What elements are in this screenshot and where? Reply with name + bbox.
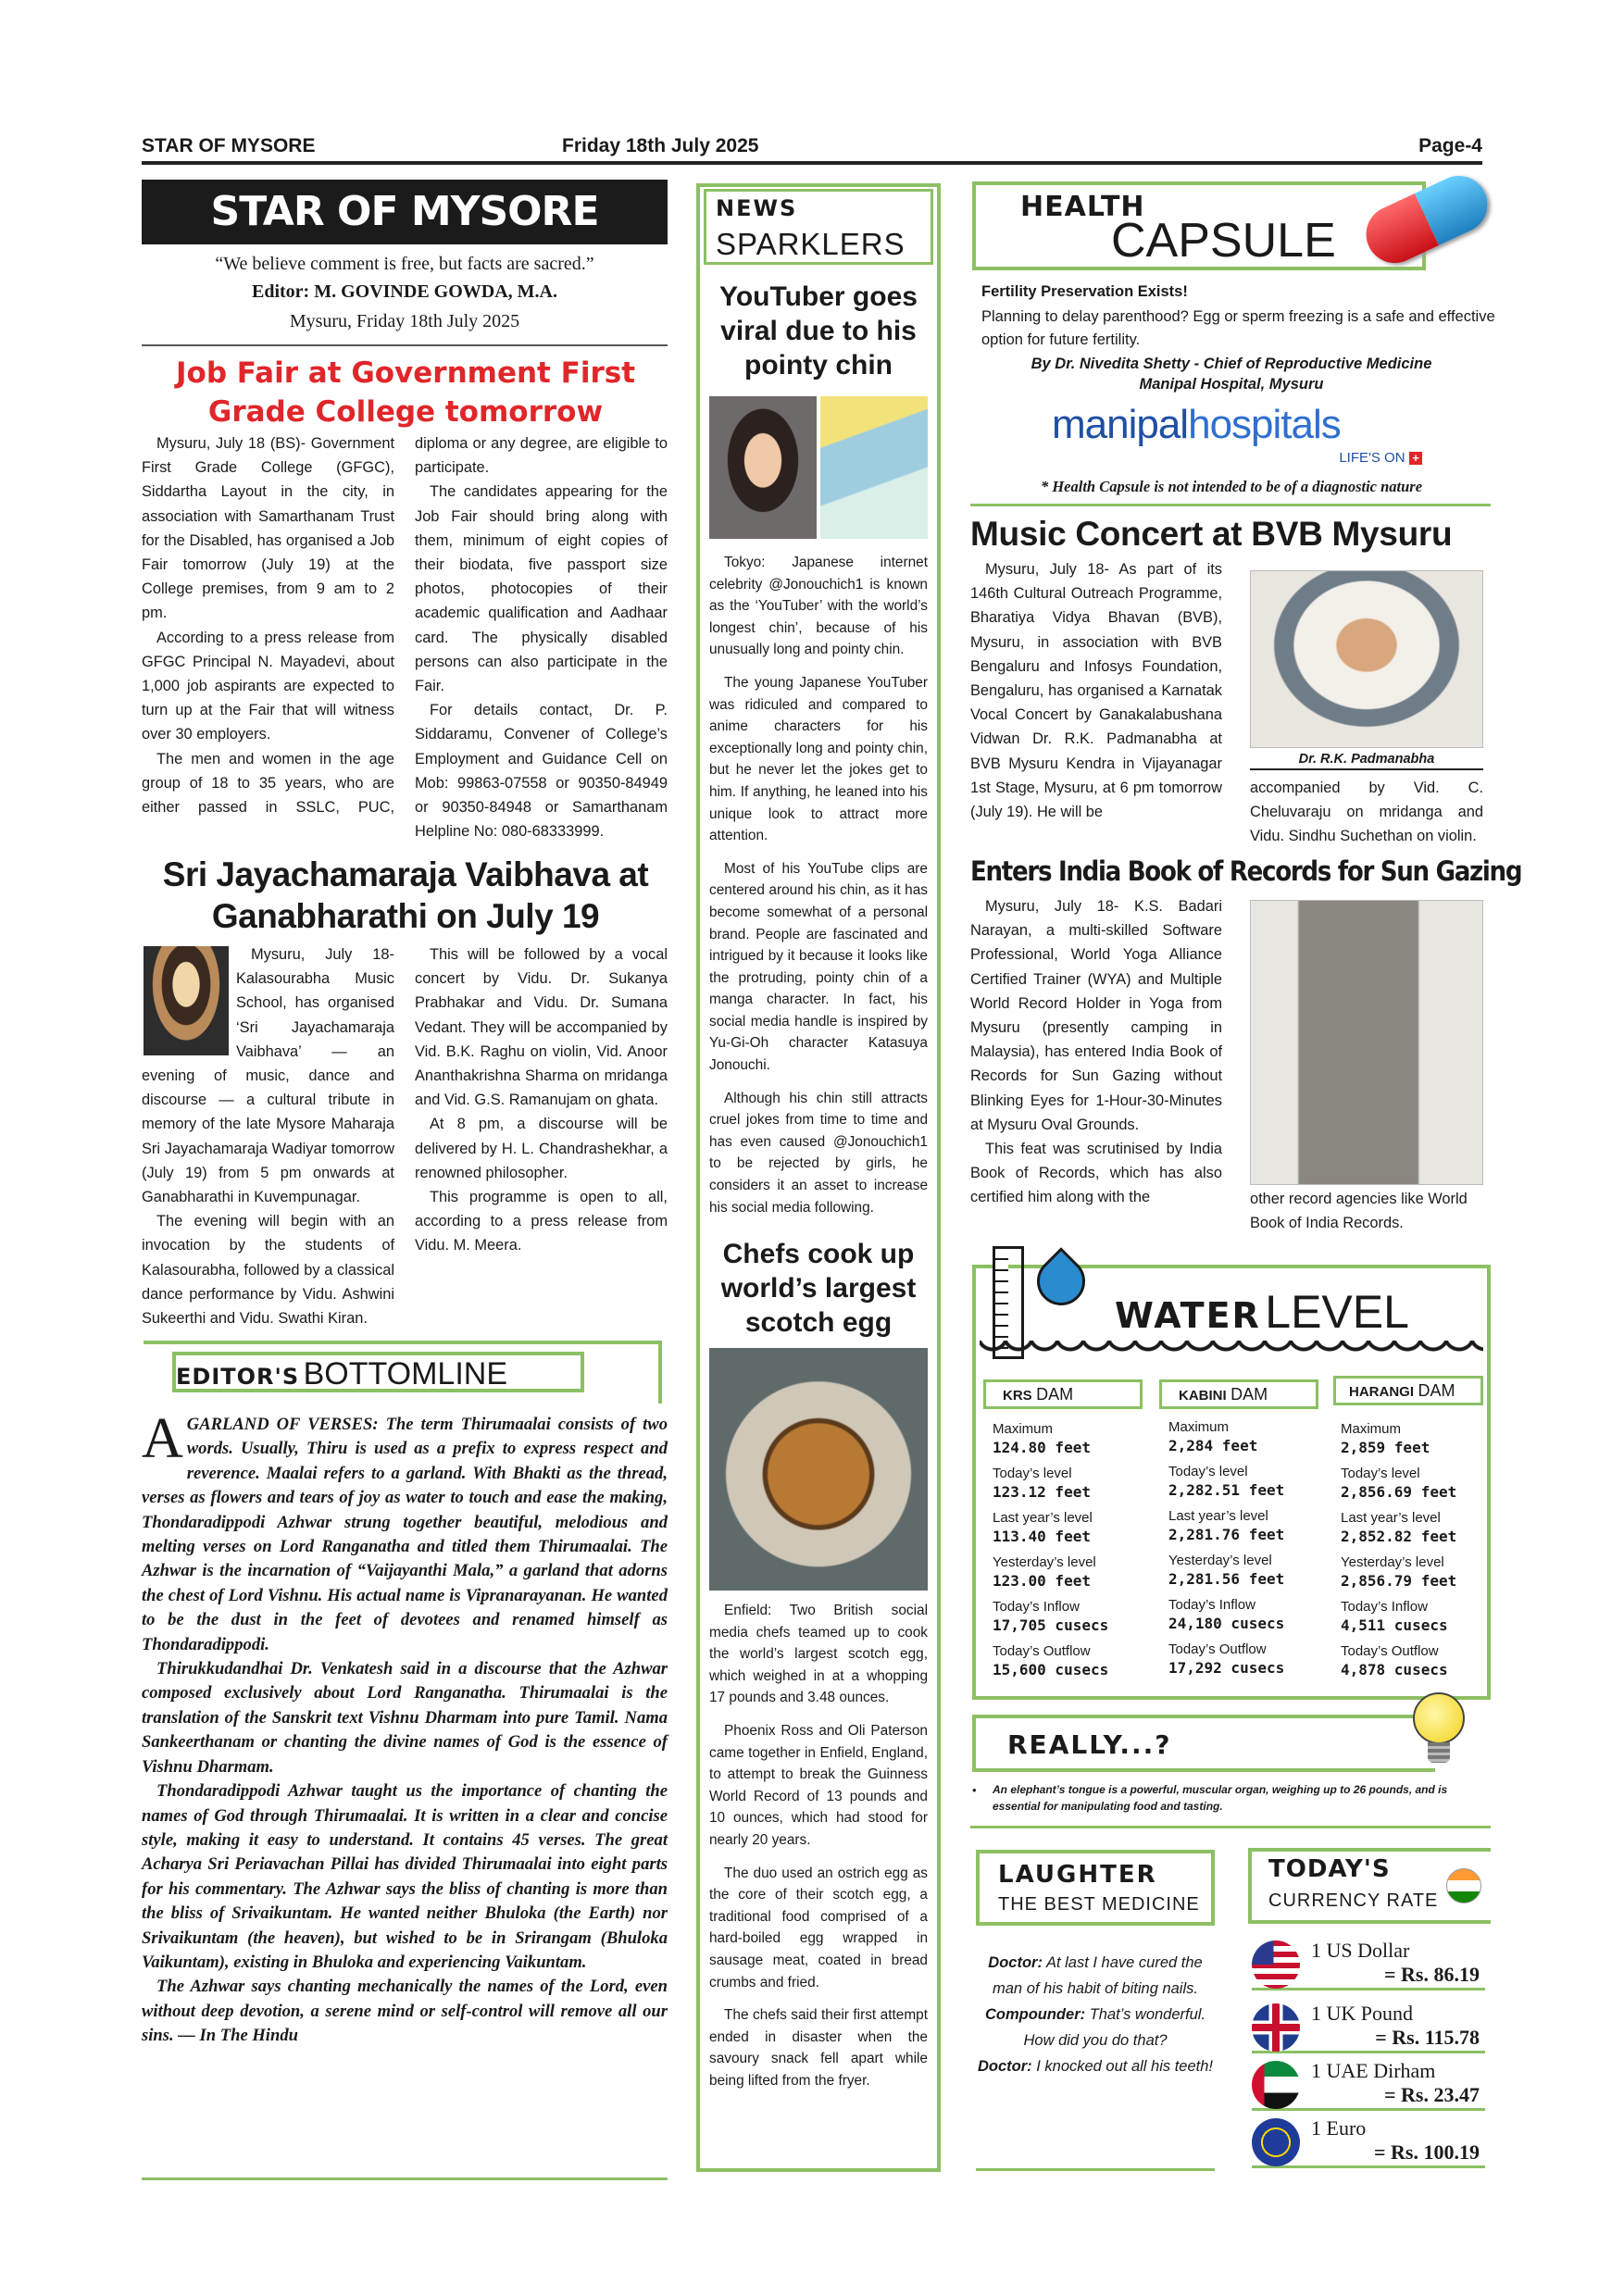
dam-row-value: 4,511 cusecs [1341, 1616, 1448, 1634]
scotch-egg-para: Phoenix Ross and Oli Paterson came together in Enfield, England, to attempt to break the Guinness World Record of 13 pounds and 10 ounces, which had stood for nearly 20 years. [709, 1722, 928, 1848]
dam-name: KABINI [1179, 1388, 1227, 1404]
dam-row-label: Maximum [993, 1421, 1054, 1437]
dam-row-value: 4,878 cusecs [1341, 1661, 1448, 1678]
dam-row-value: 24,180 cusecs [1168, 1615, 1285, 1632]
masthead-motto: “We believe comment is free, but facts are sacred.” [215, 254, 594, 274]
editors-article [142, 1407, 668, 2049]
currency-rate: = Rs. 100.19 [1374, 2140, 1480, 2164]
vaibhava-headline: Sri Jayachamaraja Vaibhava at Ganabharathi on July 19 [162, 855, 649, 935]
scotch-egg-para: The duo used an ostrich egg as the core of their scotch egg, a traditional food comprised of a hard-boiled egg wrapped in sausage meat, coated in bread crumbs and fried. [709, 1865, 928, 1990]
really-text: An elephant’s tongue is a powerful, muscular organ, weighing up to 26 pounds, and is essential for manipulating food and tasting. [993, 1783, 1448, 1813]
currency-rate: = Rs. 23.47 [1384, 2083, 1480, 2106]
dam-row-value: 123.00 feet [993, 1572, 1091, 1590]
sun-gazing-article [970, 894, 1222, 1210]
sun-text-1b: This feat was scrutinised by India Book of Records, which has also certified him along with the [970, 1141, 1222, 1206]
scotch-egg-para: The chefs said their first attempt ended in disaster when the savoury snack fell apart while being lifted from the fryer. [709, 2007, 928, 2089]
music-text-1: Mysuru, July 18- As part of its 146th Cultural Outreach Programme, Bharatiya Vidya Bhavan (BVB), Mysuru, in association with BVB Bengaluru and Infosys Foundation, Bengaluru, has organised a Karnatak Vocal Concert by Ganakalabushana Vidwan Dr. R.K. Padmanabha at BVB Mysuru Kendra in Vijayanagar 1st Stage, Mysuru, at 6 pm tomorrow (July 19). He will be [970, 561, 1222, 821]
dam-row-label: Today’s Inflow [1168, 1597, 1255, 1613]
job-fair-para: Mysuru, July 18 (BS)- Government First Grade College (GFGC), Siddartha Layout in the city, in association with Samarthanam Trust for the Disabled, has organised a Job Fair tomorrow (July 19) at the College premises, from 9 am to 2 pm. [142, 435, 394, 622]
dam-word: DAM [1230, 1385, 1268, 1404]
currency-label-bold: TODAY'S [1268, 1855, 1391, 1883]
music-article [970, 557, 1222, 824]
youtuber-photo-left [709, 396, 817, 539]
sun-text-1: Mysuru, July 18- K.S. Badari Narayan, a multi-skilled Software Professional, World Yoga Alliance Certified Trainer (WYA) and Multiple World Record Holder in Yoga from Mysuru (presently camping in Malaysia), has entered India Book of Records for Sun Gazing without Blinking Eyes for 1-Hour-30-Minutes at Mysuru Oval Grounds. [970, 898, 1222, 1133]
editors-para: Thondaradippodi Azhwar taught us the importance of chanting the names of God through Thirumaalai. It is written in a clear and concise style, making it easy to understand. It contains 45 verses. The great Acharya Sri Periavachan Pillai has divided Thirumaalai into eight parts for his commentary. The Azhwar says the bliss of chanting is more than the bliss of Srivaikuntam. He wanted neither Bhuloka (the Earth) nor Srivaikuntam (the heaven), but wished to be in Srirangam (Bhuloka Vaikuntam), existing in Bhuloka and experiencing Vaikuntam. [142, 1781, 668, 1972]
dam-row-label: Today’s Outflow [993, 1643, 1091, 1659]
dam-row-label: Maximum [1341, 1421, 1402, 1437]
music-photo-caption: Dr. R.K. Padmanabha [1250, 748, 1483, 770]
sun-gazing-photo [1250, 900, 1483, 1185]
job-fair-headline: Job Fair at Government First Grade College tomorrow [175, 356, 636, 429]
dam-row-value: 2,281.76 feet [1168, 1526, 1285, 1543]
india-flag-icon [1446, 1868, 1481, 1903]
dam-row-label: Last year’s level [1341, 1510, 1441, 1526]
news-label-light: SPARKLERS [716, 227, 906, 261]
dam-word: DAM [1036, 1385, 1074, 1404]
dam-row-value: 2,859 feet [1341, 1439, 1430, 1456]
water-label [1115, 1285, 1409, 1339]
manipal-plus-icon: + [1409, 452, 1422, 465]
uk-flag-icon [1252, 2003, 1300, 2052]
sun-text-2: other record agencies like World Book of India Records. [1250, 1191, 1468, 1232]
dam-row-value: 2,281.56 feet [1168, 1570, 1285, 1588]
header-date: Friday 18th July 2025 [562, 135, 759, 156]
currency-rate: = Rs. 86.19 [1384, 1963, 1480, 1986]
music-text-2: accompanied by Vid. C. Cheluvaraju on mridanga and Vidu. Sindhu Suchethan on violin. [1250, 780, 1483, 845]
youtuber-para: The young Japanese YouTuber was ridiculed and compared to anime characters for his exceptionally long and pointy chin, but he never let the jokes get to him. If anything, he leaned into his unique look to attract more attention. [709, 674, 928, 844]
health-label-light: CAPSULE [1111, 214, 1336, 268]
dam-row-value: 2,284 feet [1168, 1437, 1258, 1454]
laughter-label-bold: LAUGHTER [998, 1861, 1157, 1889]
currency-unit: 1 UAE Dirham [1311, 2059, 1436, 2082]
news-label-bold: NEWS [716, 195, 798, 221]
music-photo [1250, 570, 1483, 748]
dam-row-label: Today’s level [1341, 1466, 1420, 1481]
scotch-egg-article [709, 1600, 928, 2103]
masthead-rule [142, 344, 668, 346]
dam-row-value: 2,852.82 feet [1341, 1528, 1457, 1545]
uae-flag-icon [1252, 2061, 1300, 2109]
scotch-egg-para: Enfield: Two British social media chefs teamed up to cook the world’s largest scotch egg, which weighed in at a whopping 17 pounds and 3.48 ounces. [709, 1603, 928, 1706]
currency-row-aed [1252, 2055, 1485, 2111]
dam-row-label: Today’s Inflow [993, 1599, 1080, 1615]
manipal-logo-main: manipal [1052, 402, 1189, 447]
dam-row-label: Last year’s level [993, 1510, 1093, 1526]
joke-line: That’s wonderful. How did you do that? [1023, 2006, 1206, 2049]
really-label-box [972, 1715, 1435, 1772]
dam-row-value: 15,600 cusecs [993, 1661, 1109, 1678]
really-label: REALLY...? [1007, 1729, 1172, 1760]
laughter-label-light: THE BEST MEDICINE [998, 1894, 1200, 1915]
masthead-dateline: Mysuru, Friday 18th July 2025 [289, 311, 520, 331]
youtuber-para: Most of his YouTube clips are centered around his chin, as it has become somewhat of a personal brand. People are fascinated and intrigued by it because it looks like the protruding, pointy chin of a manga character. In fact, his social media handle is inspired by Yu-Gi-Oh character Katasuya Jonouchi. [709, 860, 928, 1074]
joke-line: I knocked out all his teeth! [1031, 2058, 1214, 2075]
music-headline: Music Concert at BVB Mysuru [970, 515, 1453, 553]
scotch-egg-photo [709, 1348, 928, 1591]
editors-para: Thirukkudandhai Dr. Venkatesh said in a discourse that the Azhwar composed exclusively about Lord Ranganatha. Thirumaalai is the translation of the Sanskrit text Vishnu Dharmam into pure Tamil. Nama Sankeerthanam or chanting the divine names of God is the essence of Vishnu Dharmam. [142, 1659, 668, 1777]
dam-row-value: 113.40 feet [993, 1528, 1091, 1545]
dam-header-krs [983, 1379, 1143, 1409]
vaibhava-article [142, 942, 668, 1331]
lightbulb-icon [1413, 1692, 1465, 1744]
editors-label-light: BOTTOMLINE [303, 1356, 507, 1391]
news-label-box [704, 189, 933, 265]
job-fair-article [142, 431, 668, 862]
dam-row-label: Maximum [1168, 1419, 1230, 1435]
dam-header-kabini [1159, 1379, 1318, 1409]
joke-speaker: Doctor: [977, 2058, 1032, 2075]
really-bullet: • [972, 1783, 977, 1797]
page-header [142, 133, 1482, 165]
job-fair-para: The candidates appearing for the Job Fair should bring along with them, minimum of eight copies of their biodata, five passport size photos, photocopies of their academic qualification and Aadhaar card. The physically disabled persons can also participate in the Fair. [415, 483, 668, 695]
water-label-light: LEVEL [1265, 1286, 1409, 1338]
manipal-logo [1052, 402, 1422, 476]
editors-label [172, 1352, 584, 1392]
dam-row-value: 17,292 cusecs [1168, 1659, 1285, 1677]
dam-row-value: 17,705 cusecs [993, 1616, 1109, 1634]
really-rule [970, 1826, 1491, 1828]
water-waves-icon [980, 1341, 1483, 1361]
youtuber-article [709, 552, 928, 1229]
dam-row-label: Yesterday’s level [993, 1554, 1096, 1570]
currency-rate: = Rs. 115.78 [1375, 2026, 1480, 2049]
youtuber-para: Although his chin still attracts cruel jokes from time to time and has even caused @Jonouchich1 to be rejected by girls, he considers it an asset to increase his social media following. [709, 1090, 928, 1216]
dam-row-value: 124.80 feet [993, 1439, 1091, 1456]
manipal-logo-main-2: hospitals [1188, 402, 1341, 447]
dam-row-label: Last year’s level [1168, 1508, 1268, 1524]
vaibhava-para: Mysuru, July 18- Kalasourabha Music School, has organised ‘Sri Jayachamaraja Vaibhava’ — an evening of music, dance and discourse — a cultural tribute in memory of the late Mysore Maharaja Sri Jayachamaraja Wadiyar tomorrow (July 19) from 5 pm onwards at Ganabharathi in Kuvempunagar. [142, 946, 394, 1206]
dam-row-value: 2,282.51 feet [1168, 1481, 1285, 1499]
dam-row-value: 2,856.69 feet [1341, 1483, 1457, 1501]
dam-row-label: Yesterday’s level [1341, 1554, 1444, 1570]
scotch-egg-headline: Chefs cook up world’s largest scotch egg [720, 1239, 917, 1338]
health-text: Planning to delay parenthood? Egg or sperm freezing is a safe and effective option for future fertility. [981, 308, 1495, 348]
masthead-title: STAR OF MYSORE [210, 188, 599, 235]
health-byline-2: Manipal Hospital, Mysuru [1139, 376, 1324, 393]
dam-column-harangi [1341, 1420, 1504, 1687]
water-label-bold: WATER [1115, 1295, 1261, 1336]
dam-row-label: Today’s Outflow [1168, 1641, 1267, 1657]
dam-word: DAM [1418, 1381, 1455, 1400]
job-fair-para: According to a press release from GFGC Principal N. Mayadevi, about 1,000 job aspirants are expected to turn up at the Fair that will witness over 30 employers. [142, 629, 394, 743]
eu-flag-icon [1252, 2118, 1300, 2166]
currency-unit: 1 US Dollar [1311, 1939, 1410, 1962]
dam-column-krs [993, 1420, 1156, 1687]
laughter-label-box [976, 1850, 1215, 1926]
header-paper-name: STAR OF MYSORE [142, 135, 316, 156]
lightbulb-base-icon [1428, 1742, 1450, 1763]
sun-gazing-headline: Enters India Book of Records for Sun Gazing [970, 855, 1522, 887]
dam-row-label: Yesterday’s level [1168, 1553, 1272, 1568]
dam-row-label: Today’s level [993, 1466, 1072, 1481]
currency-row-gbp [1252, 1998, 1485, 2053]
dam-name: KRS [1003, 1388, 1032, 1404]
joke-text [976, 1950, 1215, 2079]
dam-row-label: Today’s level [1168, 1464, 1248, 1479]
us-flag-icon [1252, 1940, 1300, 1989]
joke-speaker: Compounder: [984, 2006, 1086, 2023]
health-bottom-rule [970, 504, 1491, 506]
health-note: * Health Capsule is not intended to be of a diagnostic nature [1040, 478, 1423, 495]
currency-unit: 1 Euro [1311, 2116, 1367, 2140]
vaibhava-para: At 8 pm, a discourse will be delivered by H. L. Chandrashekhar, a renowned philosopher. [415, 1116, 668, 1181]
manipal-logo-tag: LIFE'S ON [1339, 450, 1405, 466]
youtuber-photo-right [820, 396, 928, 539]
job-fair-para: The men and women in the age group of 18 to 35 years, who are either passed in SSLC, PUC, diploma or any degree, are eligible to participate. [142, 435, 668, 817]
vaibhava-para: The evening will begin with an invocation by the students of Kalasourabha, followed by a classical dance performance by Vidu. Ashwini Sukeerthi and Vidu. Swathi Kiran. [142, 1213, 394, 1328]
sun-gazing-article-2 [1250, 1187, 1483, 1235]
vaibhava-para: This will be followed by a vocal concert by Vidu. Dr. Sukanya Prabhakar and Vidu. Dr. Sumana Vedant. They will be accompanied by Vid. B.K. Raghu on violin, Vid. Anoor Ananthakrishna Sharma on mridanga and Vid. G.S. Ramanujam on ghata. [415, 946, 668, 1109]
dam-row-value: 123.12 feet [993, 1483, 1091, 1501]
editors-bottom-rule [142, 2177, 668, 2180]
masthead-banner [142, 180, 668, 244]
joke-speaker: Doctor: [988, 1954, 1043, 1971]
currency-row-usd [1252, 1935, 1485, 1990]
job-fair-para: For details contact, Dr. P. Siddaramu, Convener of College’s Employment and Guidance Cell on Mob: 99863-07558 or 90350-84949 or 90350-84948 or Samarthanam Helpline No: 080-68333999. [415, 702, 668, 841]
editors-label-bold: EDITOR'S [176, 1364, 300, 1390]
currency-row-eur [1252, 2113, 1485, 2168]
dam-name: HARANGI [1349, 1384, 1414, 1400]
dam-row-value: 2,856.79 feet [1341, 1572, 1457, 1590]
youtuber-headline: YouTuber goes viral due to his pointy chin [719, 281, 918, 381]
health-label-box [972, 181, 1426, 270]
dam-row-label: Today’s Outflow [1341, 1643, 1439, 1659]
dam-header-harangi [1333, 1376, 1483, 1405]
youtuber-para: Tokyo: Japanese internet celebrity @Jonouchich1 is known as the ‘YouTuber’ with the world’s longest chin’, because of his unusually long and pointy chin. [709, 555, 928, 658]
health-byline-1: By Dr. Nivedita Shetty - Chief of Reproductive Medicine [1031, 356, 1432, 372]
currency-label-light: CURRENCY RATE [1268, 1890, 1439, 1911]
music-article-2 [1250, 776, 1483, 849]
dam-column-kabini [1168, 1418, 1331, 1685]
editors-dropcap: A [142, 1407, 183, 1470]
health-label-bold: HEALTH [1020, 191, 1145, 223]
laughter-rule [976, 2168, 1215, 2171]
header-page-number: Page-4 [1418, 135, 1482, 156]
vaibhava-para: This programme is open to all, according to a press release from Vidu. M. Meera. [415, 1189, 668, 1254]
dam-row-label: Today’s Inflow [1341, 1599, 1428, 1615]
editors-para: GARLAND OF VERSES: The term Thirumaalai consists of two words. Usually, Thiru is used as a prefix to express respect and reverence. Maalai refers to a garland. With Bhakti as the thread, verses as flowers and tears of joy as water to touch and ease the making, Thondaradippodi Azhwar strung together beautiful, melodious and melting verses on Lord Ranganatha and titled them Thirumaalai. The Azhwar is the incarnation of “Vaijayanthi Mala,” a garland that adorns the chest of Lord Vishnu. His actual name is Vipranarayanan. He wanted to be the dust in the feet of devotees and renamed himself as Thondaradippodi. [142, 1415, 668, 1654]
masthead-editor: Editor: M. GOVINDE GOWDA, M.A. [252, 281, 557, 302]
youtuber-photo [709, 396, 928, 539]
joke-line: At last I have cured the man of his habit of biting nails. [993, 1954, 1203, 1997]
currency-unit: 1 UK Pound [1311, 2002, 1414, 2025]
editors-para: The Azhwar says chanting mechanically the names of the Lord, even without deep devotion, a serene mind or self-control will remove all our sins. — In The Hindu [142, 1977, 668, 2046]
health-title: Fertility Preservation Exists! [981, 283, 1188, 300]
